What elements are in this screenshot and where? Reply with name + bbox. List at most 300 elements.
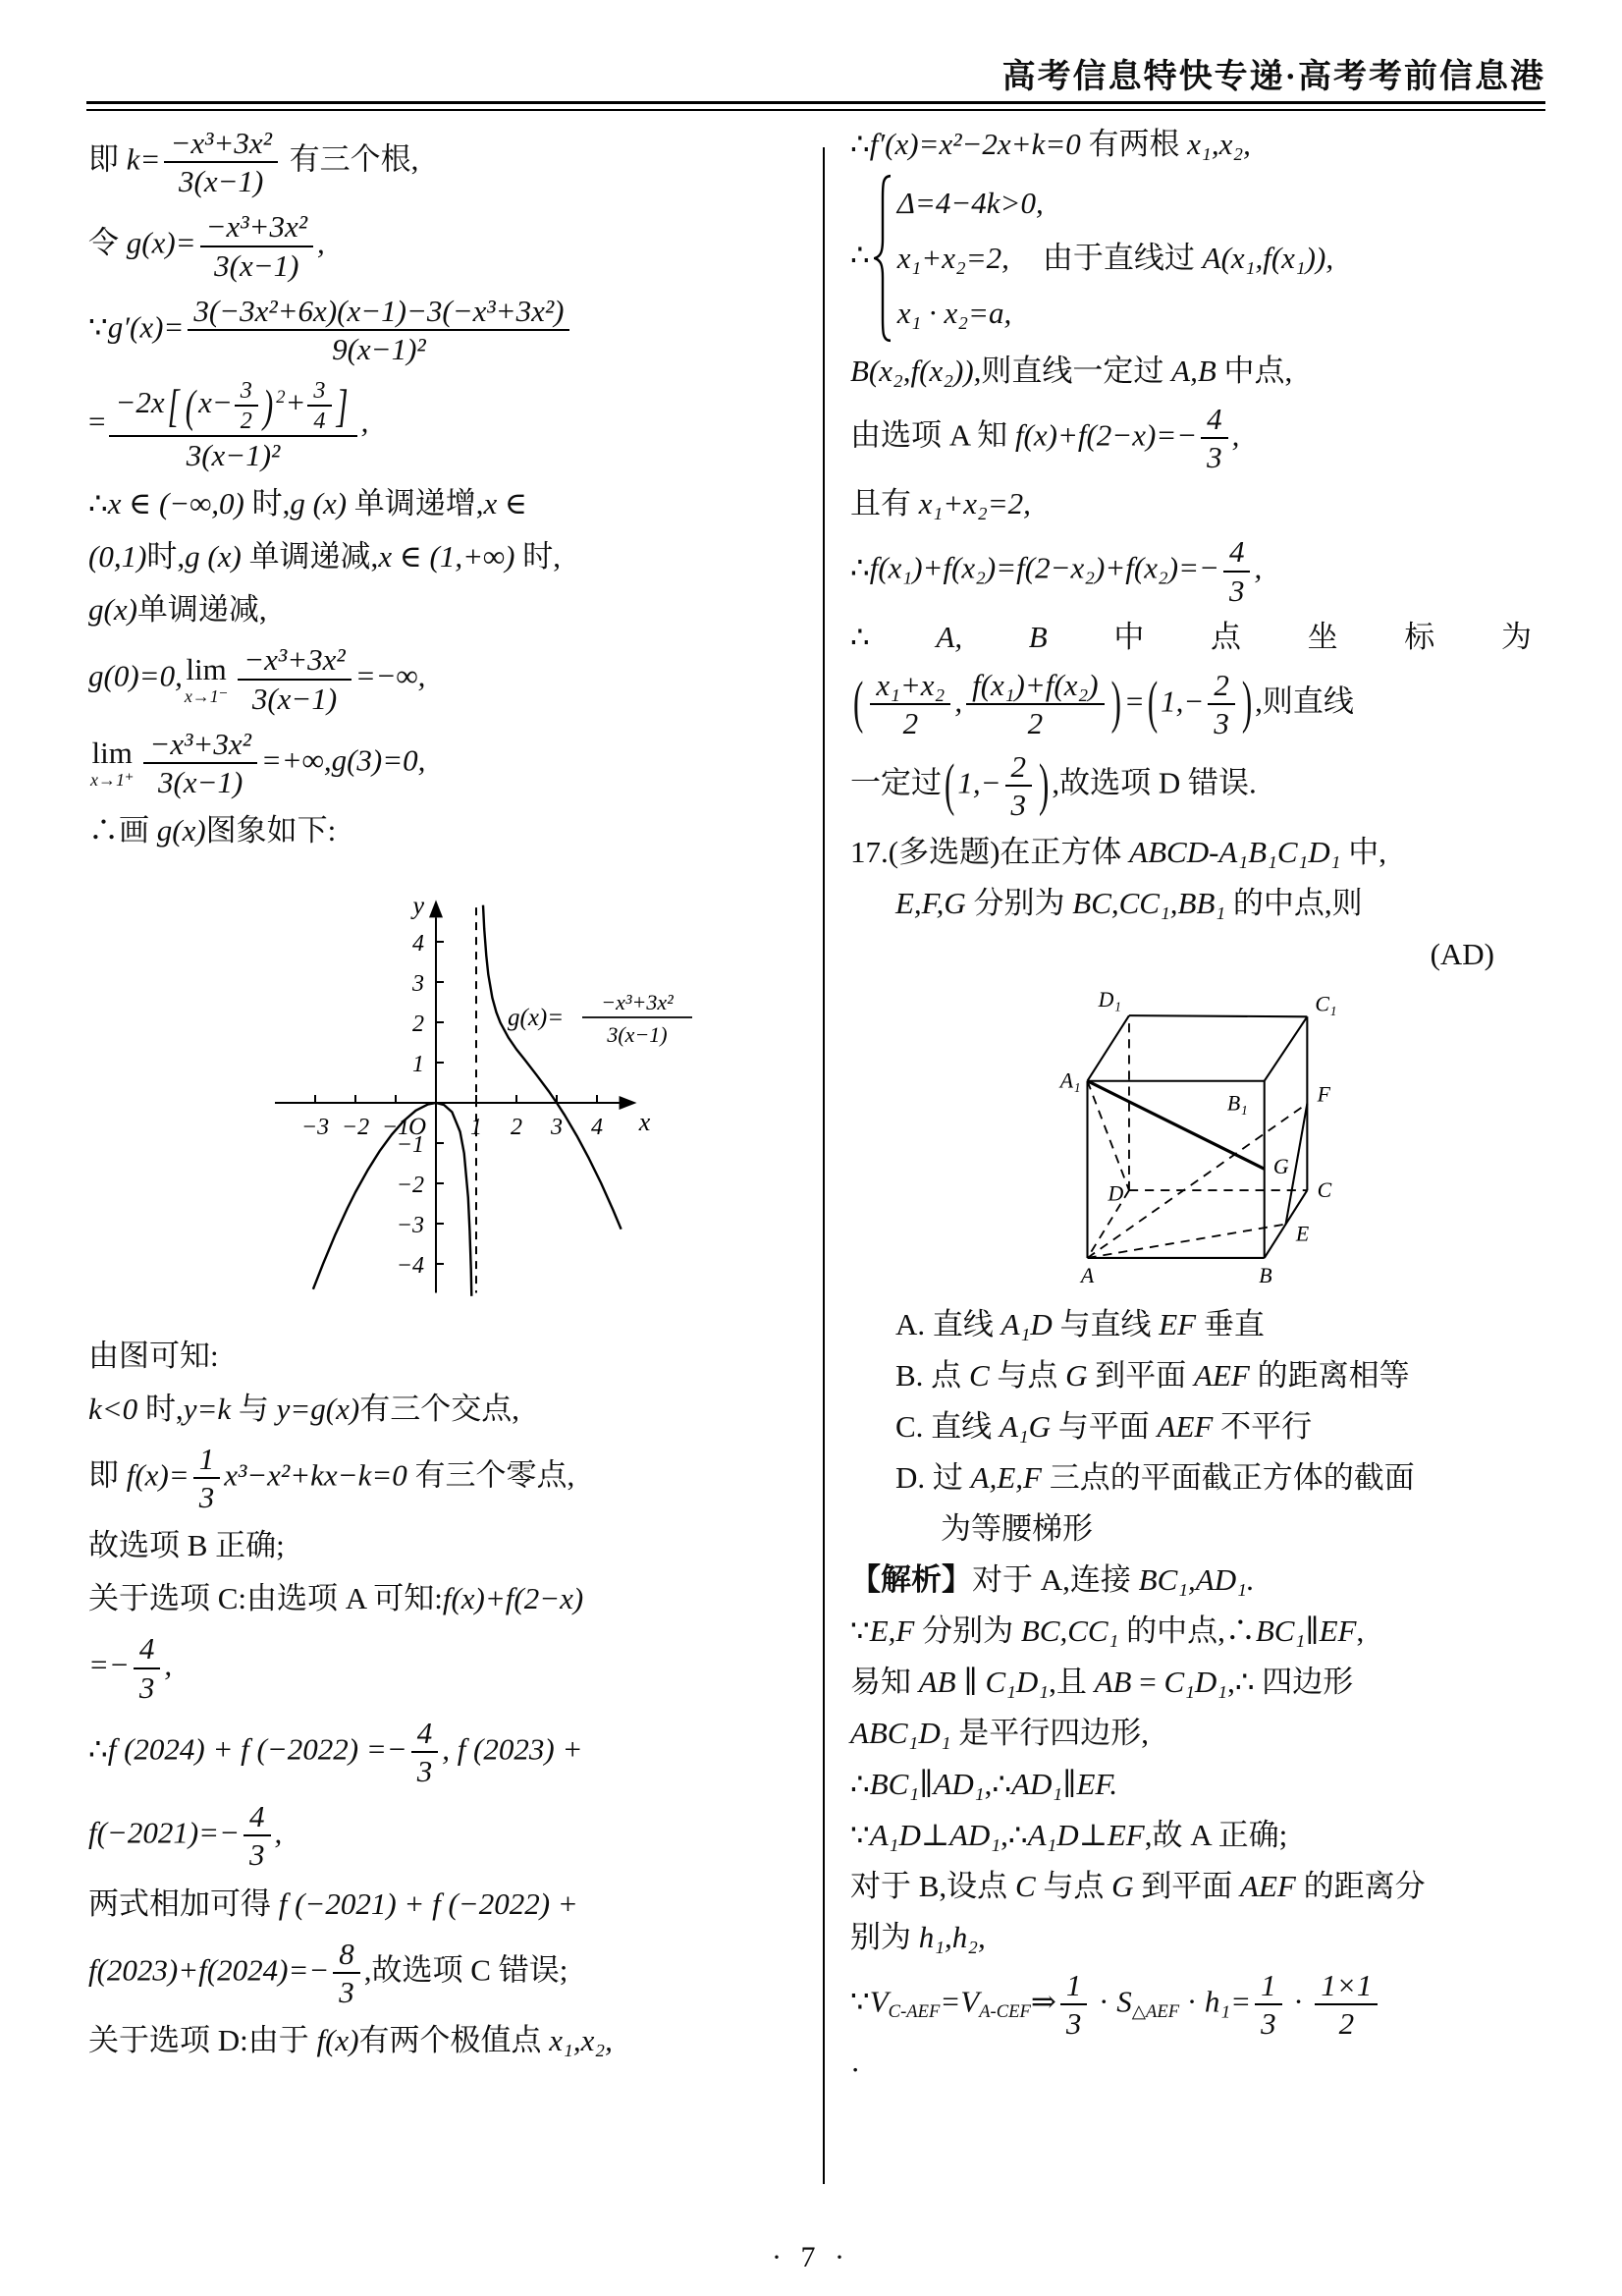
case-row: [897, 293, 1333, 334]
math-text: k<0: [88, 1392, 138, 1427]
subscript: A-CEF: [979, 2000, 1031, 2022]
text-line: [850, 1865, 1545, 1909]
math-text: E,F,G: [895, 885, 966, 920]
math-text: A₁D: [1000, 1306, 1053, 1341]
math-text: =−: [88, 1647, 130, 1682]
text-line: [850, 1916, 1545, 1960]
math-text: A₁D: [1027, 1817, 1079, 1852]
math-text: x₁+x₂=2,: [918, 486, 1031, 521]
x-tick-label: 1: [470, 1115, 482, 1141]
text-line: [850, 1354, 1545, 1398]
math-text: k=: [126, 141, 161, 177]
text-line: [88, 535, 817, 579]
denominator: 3(x−1): [157, 764, 243, 799]
text-line: [88, 1715, 817, 1789]
text-run: =: [88, 404, 106, 439]
math-text: f(x)=: [126, 1457, 189, 1493]
big-paren: (: [853, 669, 864, 736]
text-run: 分别为: [965, 885, 1073, 920]
cube-figure-line: [850, 984, 1545, 1296]
math-text: f′(x)=x²−2x+k=0: [869, 127, 1081, 161]
math-text: g (x): [185, 539, 242, 574]
text-run: ∵: [850, 1613, 870, 1648]
text-run: 令: [88, 225, 127, 260]
text-line: [850, 667, 1545, 741]
text-line: [850, 1610, 1545, 1654]
math-text: ,: [164, 1647, 173, 1682]
numerator: f(x₁)+f(x₂): [966, 667, 1105, 705]
edge-B1-C1: [1265, 1016, 1308, 1080]
text-run: 分别为: [914, 1613, 1021, 1648]
text-run: 别为: [850, 1919, 919, 1954]
denominator: 3: [198, 1480, 215, 1515]
text-run: ∴: [850, 127, 870, 161]
math-text: x: [107, 486, 122, 521]
text-run: 的距离分: [1295, 1868, 1426, 1903]
limit-word: lim: [186, 651, 227, 686]
denominator: 9(x−1)²: [332, 331, 426, 366]
subscript: C-AEF: [888, 2000, 941, 2022]
text-run: 不平行: [1213, 1408, 1313, 1444]
numerator: −x³+3x²: [200, 208, 313, 246]
text-run: 到平面: [1133, 1868, 1241, 1903]
limit: [90, 735, 135, 790]
text-line: [88, 641, 817, 716]
numerator: 1: [193, 1441, 221, 1479]
math-text: Δ=4−4k>0,: [896, 186, 1044, 221]
fraction: [1255, 1967, 1282, 2042]
math-text: EF.: [1076, 1766, 1118, 1801]
math-text: , f (2023) +: [442, 1731, 583, 1767]
math-text: f(−2021)=−: [88, 1815, 241, 1850]
text-run: A. 直线: [895, 1306, 1001, 1341]
denominator: 2: [902, 705, 919, 740]
text-run: 对于 A,连接: [972, 1561, 1139, 1597]
math-text: B: [1028, 619, 1048, 654]
brace-icon: [874, 174, 893, 343]
y-tick-label: −2: [396, 1173, 424, 1199]
text-run: 两式相加可得: [88, 1886, 279, 1921]
text-run: ,∴: [1000, 1817, 1028, 1852]
text-run: ∴: [850, 550, 870, 585]
y-tick-label: −3: [396, 1213, 424, 1239]
denominator: 3: [1010, 788, 1026, 823]
text-run: 且有: [850, 486, 919, 521]
text-line: [88, 1441, 817, 1515]
text-run: 即: [88, 1457, 127, 1493]
text-run: 是平行四边形,: [950, 1715, 1149, 1750]
fraction: [188, 293, 569, 367]
text-run: ∥: [1305, 1613, 1320, 1648]
big-paren: (: [945, 751, 955, 817]
text-run: (AD): [1430, 936, 1494, 971]
case-rows: [897, 183, 1333, 334]
curve-branch-x>1: [483, 905, 622, 1230]
math-text: g(x): [156, 813, 206, 848]
y-axis-label: y: [412, 891, 424, 920]
math-text: x−: [198, 385, 233, 420]
fraction: [134, 1630, 161, 1705]
math-text: g(x): [88, 592, 137, 628]
left-column: [88, 116, 817, 2214]
math-text: BC₁,AD₁.: [1138, 1561, 1255, 1597]
vertex-label-A₁: A₁: [1059, 1068, 1081, 1093]
text-line: [850, 748, 1545, 823]
fraction: [966, 667, 1105, 741]
numerator: 2: [1208, 667, 1235, 705]
text-run: 中,: [1340, 834, 1386, 869]
text-run: 坐: [1307, 619, 1338, 654]
fraction: [164, 125, 277, 199]
numerator: 4: [1201, 401, 1228, 439]
text-run: 有两根: [1080, 127, 1188, 161]
text-line: [88, 293, 817, 367]
text-run: 时,: [243, 486, 291, 521]
text-run: ,故选项 C 错误;: [363, 1951, 568, 1987]
function-graph: [178, 862, 728, 1326]
math-text: x: [483, 486, 498, 521]
math-text: g′(x)=: [107, 309, 185, 345]
text-run: ,故选项 D 错误.: [1052, 765, 1257, 800]
math-text: g (x): [290, 486, 348, 521]
math-text: C₁D₁: [985, 1664, 1050, 1699]
big-paren: (: [1147, 669, 1159, 736]
text-line: [850, 350, 1545, 394]
curve-label-numerator: −x³+3x²: [601, 990, 674, 1015]
text-run: 与: [231, 1392, 277, 1427]
text-run: ,则直线: [1255, 683, 1354, 719]
numerator: 4: [1223, 533, 1251, 572]
denominator: 3: [1207, 440, 1222, 475]
edge-A-F: [1087, 1103, 1310, 1257]
text-line: [850, 1507, 1545, 1552]
curve-label-denominator: 3(x−1): [607, 1022, 668, 1048]
math-text: x₁ · x₂=a,: [896, 295, 1012, 330]
denominator: 2: [1338, 2005, 1355, 2041]
text-line: [88, 376, 817, 473]
text-run: 图象如下:: [205, 813, 337, 848]
fraction: [1223, 533, 1251, 608]
limit-under: x→1⁺: [90, 769, 135, 790]
fraction: [243, 1798, 271, 1873]
text-line: [850, 882, 1545, 926]
math-text: G: [1111, 1868, 1134, 1903]
graph-figure-line: [88, 862, 817, 1326]
text-run: ∴: [850, 238, 870, 273]
math-text: f(x): [316, 2022, 359, 2057]
math-text: x₁,x₂,: [1187, 127, 1251, 161]
vertex-label-G: G: [1272, 1154, 1289, 1178]
origin-label: O: [407, 1114, 426, 1141]
right-column: [825, 116, 1545, 2214]
big-paren: ): [1039, 751, 1050, 817]
math-text: A,B: [1171, 354, 1216, 388]
text-line: [850, 1558, 1545, 1603]
text-run: 单调递减,: [136, 592, 267, 628]
text-line: [850, 616, 1545, 660]
text-run: 与平面: [1051, 1408, 1158, 1444]
edge-D1-C1: [1129, 1015, 1307, 1016]
text-run: 到平面: [1087, 1357, 1195, 1393]
text-run: ∴: [850, 619, 870, 654]
text-run: 由于直线过: [1042, 241, 1203, 276]
fraction: [870, 667, 950, 741]
math-text: AD₁: [933, 1766, 985, 1801]
curve-label-prefix: g(x)=: [508, 1005, 565, 1032]
text-run: 即: [88, 141, 127, 177]
text-line: [850, 1712, 1545, 1756]
text-line: [88, 1936, 817, 2010]
text-run: 故选项 B 正确;: [88, 1528, 285, 1563]
text-line: [850, 1661, 1545, 1705]
text-line: [88, 208, 817, 283]
math-text: 1,−: [957, 765, 1001, 800]
vertex-label-D: D: [1108, 1180, 1124, 1205]
vertex-label-B₁: B₁: [1226, 1091, 1248, 1116]
y-tick-label: 1: [412, 1052, 424, 1078]
text-run: ∵: [88, 309, 108, 345]
text-run: ∥: [1062, 1766, 1077, 1801]
math-text: =+∞,g(3)=0,: [260, 742, 426, 778]
text-run: 易知: [850, 1664, 919, 1699]
math-text: A₁D: [869, 1817, 921, 1852]
numerator: 3(−3x²+6x)(x−1)−3(−x³+3x²): [188, 293, 569, 331]
math-text: ,: [274, 1815, 283, 1850]
x-tick-label: 4: [591, 1115, 603, 1141]
math-text: EF: [1159, 1306, 1197, 1341]
math-text: AB: [918, 1664, 956, 1699]
text-line: [88, 726, 817, 800]
text-run: 则直线一定过: [981, 354, 1172, 388]
math-text: g(0)=0,: [88, 658, 183, 693]
x-axis-label: x: [638, 1108, 651, 1137]
math-text: G: [1065, 1357, 1088, 1393]
fraction: [1315, 1967, 1378, 2042]
edge-A1-D1: [1087, 1015, 1128, 1081]
text-run: 关于选项 D:由于: [88, 2022, 317, 2057]
math-text: x³−x²+kx−k=0: [224, 1457, 407, 1493]
numerator: [109, 376, 356, 437]
text-run: 中: [1113, 619, 1145, 654]
text-run: D. 过: [895, 1459, 971, 1495]
text-line: [88, 588, 817, 632]
header-title: 高考信息特快专递·高考考前信息港: [1001, 59, 1545, 95]
math-text: BC,CC₁: [1020, 1613, 1119, 1648]
text-run: 关于选项 C:由选项 A 可知:: [88, 1581, 443, 1616]
math-text: A,E,F: [970, 1459, 1042, 1495]
denominator: 2: [1027, 705, 1044, 740]
text-run: 为等腰梯形: [941, 1510, 1093, 1546]
text-run: ,故 A 正确;: [1144, 1817, 1288, 1852]
text-run: ∴: [850, 1766, 870, 1801]
fraction: [333, 1936, 360, 2010]
text-run: ·: [1179, 1983, 1205, 2018]
text-run: ∈: [497, 486, 527, 521]
math-text: BC₁: [869, 1766, 920, 1801]
fraction: [1060, 1967, 1088, 2042]
text-line: [850, 123, 1545, 167]
math-text: h₁,h₂,: [918, 1919, 986, 1954]
math-text: =−∞,: [354, 658, 426, 693]
denominator: 3(x−1): [179, 164, 264, 199]
numerator: 2: [1005, 748, 1033, 787]
denominator: 4: [313, 408, 326, 435]
text-line: [88, 1524, 817, 1568]
y-tick-label: −4: [396, 1253, 424, 1280]
text-run: 由图可知:: [88, 1339, 219, 1374]
math-text: ABC₁D₁: [850, 1715, 951, 1750]
text-run: ·: [1091, 1983, 1117, 2018]
text-line: [88, 2019, 817, 2063]
math-text: C: [1014, 1868, 1036, 1903]
text-line: [850, 174, 1545, 343]
x-tick-label: 3: [551, 1115, 563, 1141]
text-run: 的中点,∴: [1118, 1613, 1256, 1648]
x-tick-label: −2: [341, 1115, 370, 1141]
math-text: =V: [940, 1983, 980, 2018]
text-run: 与点: [989, 1357, 1066, 1393]
text-run: ∵: [850, 1983, 870, 2018]
fraction: [1201, 401, 1228, 475]
text-line: [850, 933, 1545, 977]
math-text: y=g(x): [276, 1392, 360, 1427]
text-run: 三点的平面截正方体的截面: [1041, 1459, 1415, 1495]
y-tick-label: 4: [412, 931, 424, 957]
big-paren: ): [1110, 669, 1121, 736]
text-run: 有两个极值点: [358, 2022, 550, 2057]
big-paren: ]: [336, 379, 349, 432]
big-paren: (: [185, 379, 196, 432]
numerator: 1×1: [1315, 1967, 1378, 2005]
text-run: ·: [850, 2051, 861, 2087]
math-text: h₁=: [1204, 1983, 1252, 2018]
math-text: f(x)+f(2−x)=−: [1014, 417, 1198, 453]
text-run: 单调递增,: [347, 486, 484, 521]
text-run: ∴画: [88, 813, 157, 848]
math-text: (0,1): [88, 539, 147, 574]
vertex-label-C: C: [1317, 1177, 1332, 1202]
vertex-label-B: B: [1259, 1263, 1272, 1287]
bold-label: 【解析】: [850, 1561, 972, 1597]
text-line: [850, 1405, 1545, 1449]
text-run: 时,: [146, 539, 186, 574]
math-text: A(x₁,f(x₁)),: [1202, 241, 1334, 276]
math-text: (−∞,0): [158, 486, 244, 521]
fraction: [109, 376, 356, 473]
text-line: [88, 125, 817, 199]
math-text: g(x)=: [126, 225, 196, 260]
math-text: ,: [360, 404, 369, 439]
text-line: [88, 482, 817, 526]
fraction: [238, 641, 351, 716]
denominator: 3: [138, 1669, 155, 1705]
text-run: B. 点: [895, 1357, 969, 1393]
math-text: =: [1123, 683, 1145, 719]
text-run: ⊥: [920, 1817, 949, 1852]
fraction: [193, 1441, 221, 1515]
text-run: =: [1131, 1664, 1164, 1699]
math-text: V: [869, 1983, 889, 2018]
math-text: x₁,x₂,: [549, 2022, 613, 2057]
numerator: 8: [333, 1936, 360, 1974]
text-line: [850, 1814, 1545, 1858]
denominator: 3: [249, 1837, 265, 1873]
math-text: AB: [1094, 1664, 1132, 1699]
denominator: 3: [1065, 2005, 1082, 2041]
math-text: f (−2021) + f (−2022) +: [278, 1886, 578, 1921]
math-text: BC₁: [1255, 1613, 1306, 1648]
math-text: B(x₂,f(x₂)),: [850, 354, 982, 388]
big-paren: ): [1241, 669, 1253, 736]
text-run: ∥: [955, 1664, 986, 1699]
math-text: E,F: [869, 1613, 915, 1648]
math-text: ,: [317, 225, 325, 260]
case-row: [897, 238, 1333, 279]
y-tick-label: 3: [412, 971, 424, 998]
vertex-label-E: E: [1295, 1222, 1310, 1246]
numerator: −x³+3x²: [143, 726, 256, 764]
denominator: 3(x−1): [214, 247, 299, 283]
text-run: 对于 B,设点: [850, 1868, 1015, 1903]
header-double-rule: [86, 101, 1545, 111]
math-text: EF: [1319, 1613, 1357, 1648]
text-line: [850, 401, 1545, 475]
fraction: [1208, 667, 1235, 741]
limit: [184, 651, 229, 706]
math-text: A₁G: [999, 1408, 1052, 1444]
fraction: [235, 376, 258, 435]
text-run: ,∴: [984, 1766, 1012, 1801]
x-tick-label: −1: [381, 1115, 410, 1141]
math-text: x: [378, 539, 393, 574]
text-run: 的距离相等: [1249, 1357, 1410, 1393]
math-text: S: [1116, 1983, 1132, 2018]
cube-figure: [1040, 984, 1356, 1296]
text-line: [88, 1577, 817, 1621]
math-text: f(x₁)+f(x₂)=f(2−x₂)+f(x₂)=−: [869, 550, 1219, 585]
text-run: 点: [1210, 619, 1241, 654]
page-header: [88, 49, 1545, 97]
numerator: 1: [1255, 1967, 1282, 2005]
text-run: 一定过: [850, 765, 942, 800]
text-line: [850, 1303, 1545, 1347]
numerator: 1: [1060, 1967, 1088, 2005]
text-run: 垂直: [1196, 1306, 1265, 1341]
math-text: C₁D₁: [1163, 1664, 1228, 1699]
denominator: 3: [1228, 573, 1245, 608]
denominator: 3: [339, 1974, 354, 2009]
denominator: 3(x−1)²: [186, 438, 281, 473]
math-text: f(x)+f(2−x): [442, 1581, 584, 1616]
vertex-label-C₁: C₁: [1315, 992, 1337, 1016]
subscript: △AEF: [1131, 2000, 1180, 2022]
numerator: 4: [243, 1798, 271, 1836]
text-line: [850, 831, 1545, 875]
text-run: ⊥: [1078, 1817, 1108, 1852]
text-run: ,且: [1049, 1664, 1095, 1699]
math-text: AEF: [1240, 1868, 1296, 1903]
text-run: 的中点,则: [1225, 885, 1363, 920]
limit-word: lim: [91, 735, 133, 770]
edge-A-E: [1087, 1224, 1285, 1257]
vertex-label-A: A: [1080, 1263, 1095, 1287]
text-line: [88, 809, 817, 853]
case-row: [897, 183, 1333, 224]
text-run: 单调递减,: [241, 539, 379, 574]
math-text: ABCD-A₁B₁C₁D₁: [1129, 834, 1341, 869]
denominator: 3: [1214, 705, 1229, 740]
fraction: [1005, 748, 1033, 823]
